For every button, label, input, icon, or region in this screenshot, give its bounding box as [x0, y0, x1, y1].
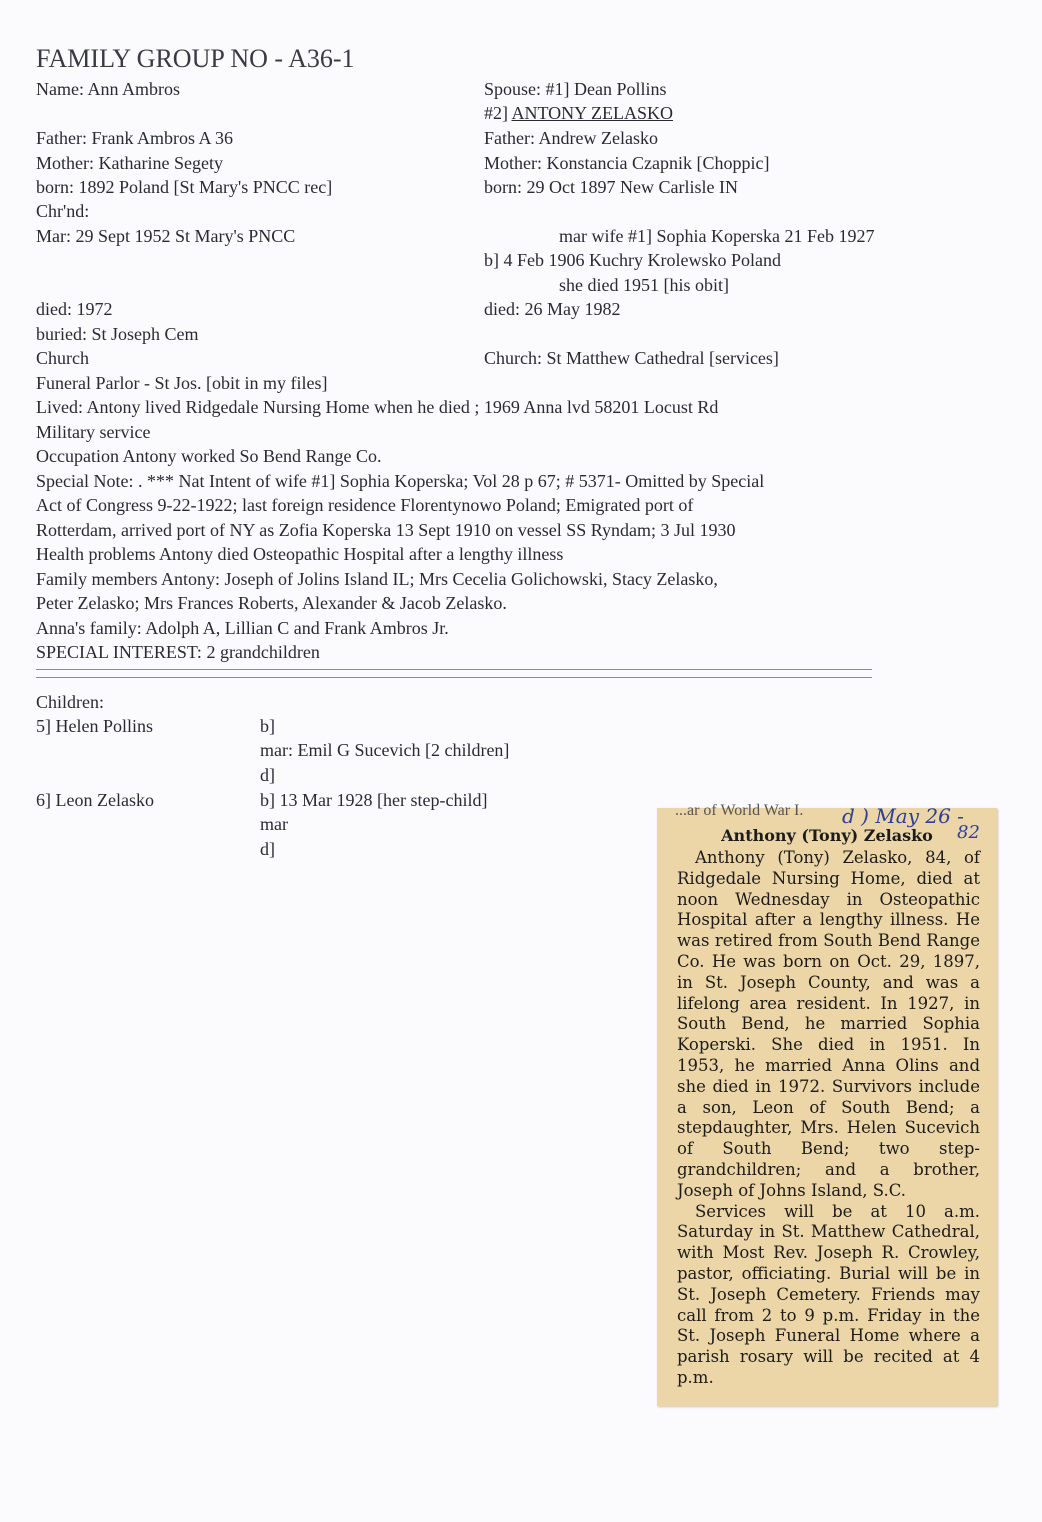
spouse-2-name: ANTONY ZELASKO — [511, 103, 674, 123]
wife-mother: Mother: Katharine Segety — [36, 153, 223, 173]
note-health: Health problems Antony died Osteopathic Hospital after a lengthy illness — [36, 544, 564, 564]
child-died: d] — [260, 765, 275, 785]
handwritten-year: 82 — [957, 822, 980, 843]
spouse-2-prefix: #2] — [484, 103, 512, 123]
children-label: Children: — [36, 692, 104, 712]
note-funeral-parlor: Funeral Parlor - St Jos. [obit in my files] — [36, 373, 328, 393]
husband-father: Father: Andrew Zelasko — [484, 128, 658, 148]
note-annas-family: Anna's family: Adolph A, Lillian C and Frank Ambros Jr. — [36, 618, 449, 638]
wife1-born: b] 4 Feb 1906 Kuchry Krolewsko Poland — [484, 250, 781, 270]
husband-died: died: 26 May 1982 — [484, 299, 621, 319]
wife-buried: buried: St Joseph Cem — [36, 324, 199, 344]
note-family: Family members Antony: Joseph of Jolins Island IL; Mrs Cecelia Golichowski, Stacy Zelasko, — [36, 569, 718, 589]
note-military: Military service — [36, 422, 151, 442]
note-special: Special Note: . *** Nat Intent of wife #1] Sophia Koperska; Vol 28 p 67; # 5371- Omitted by Special — [36, 471, 765, 491]
wife-church: Church — [36, 348, 89, 368]
child-married: mar: Emil G Sucevich [2 children] — [260, 740, 510, 760]
wife-name: Name: Ann Ambros — [36, 79, 180, 99]
wife-born: born: 1892 Poland [St Mary's PNCC rec] — [36, 177, 333, 197]
note-occupation: Occupation Antony worked So Bend Range Co. — [36, 446, 382, 466]
wife-died: died: 1972 — [36, 299, 113, 319]
spouse-2 — [484, 102, 673, 124]
husband-church: Church: St Matthew Cathedral [services] — [484, 348, 779, 368]
note-special-cont-1: Act of Congress 9-22-1922; last foreign residence Florentynowo Poland; Emigrated port of — [36, 495, 694, 515]
husband-mother: Mother: Konstancia Czapnik [Choppic] — [484, 153, 770, 173]
husband-mar-wife1: mar wife #1] Sophia Koperska 21 Feb 1927 — [559, 226, 875, 246]
clipping-fragment: ...ar of World War I. — [675, 802, 804, 819]
wife1-died: she died 1951 [his obit] — [559, 275, 729, 295]
wife-married: Mar: 29 Sept 1952 St Mary's PNCC — [36, 226, 296, 246]
note-special-cont-2: Rotterdam, arrived port of NY as Zofia Koperska 13 Sept 1910 on vessel SS Ryndam; 3 Jul 1930 — [36, 520, 736, 540]
obituary-paragraph: Services will be at 10 a.m. Saturday in St. Matthew Cathedral, with Most Rev. Joseph R. Crowley, pastor, officiating. Burial will be in St. Joseph Cemetery. Friends may call from 2 to 9 p.m. Friday in the St. Joseph Funeral Home where a parish rosary will be recited at 4 p.m. — [677, 1201, 980, 1387]
section-divider — [36, 669, 872, 678]
wife-christened: Chr'nd: — [36, 201, 90, 221]
note-lived: Lived: Antony lived Ridgedale Nursing Home when he died ; 1969 Anna lvd 58201 Locust Rd — [36, 397, 719, 417]
child-born: b] — [260, 716, 275, 736]
spouse-1: Spouse: #1] Dean Pollins — [484, 79, 667, 99]
obituary-body — [677, 848, 980, 1389]
note-family-cont: Peter Zelasko; Mrs Frances Roberts, Alexander & Jacob Zelasko. — [36, 593, 507, 613]
obituary-clipping — [657, 802, 997, 1406]
child-died: d] — [260, 839, 275, 859]
note-special-interest: SPECIAL INTEREST: 2 grandchildren — [36, 642, 320, 662]
page-title: FAMILY GROUP NO - A36-1 — [36, 44, 355, 73]
child-name: 6] Leon Zelasko — [36, 790, 154, 810]
handwritten-date: d ) May 26 - — [842, 804, 964, 828]
wife-father: Father: Frank Ambros A 36 — [36, 128, 233, 148]
obituary-paragraph: Anthony (Tony) Zelasko, 84, of Ridgedale Nursing Home, died at noon Wednesday in Osteopathic Hospital after a lengthy illness. He was retired from South Bend Range Co. He was born on Oct. 29, 1897, in St. Joseph County, and was a lifelong area resident. In 1927, in South Bend, he married Sophia Koperski. She died in 1951. In 1953, he married Anna Olins and she died in 1972. Survivors include a son, Leon of South Bend; a stepdaughter, Mrs. Helen Sucevich of South Bend; two step-grandchildren; and a brother, Joseph of Johns Island, S.C. — [677, 848, 980, 1200]
child-born: b] 13 Mar 1928 [her step-child] — [260, 790, 488, 810]
obituary-headline: Anthony (Tony) Zelasko — [721, 826, 933, 845]
husband-born: born: 29 Oct 1897 New Carlisle IN — [484, 177, 738, 197]
child-married: mar — [260, 814, 288, 834]
child-name: 5] Helen Pollins — [36, 716, 153, 736]
